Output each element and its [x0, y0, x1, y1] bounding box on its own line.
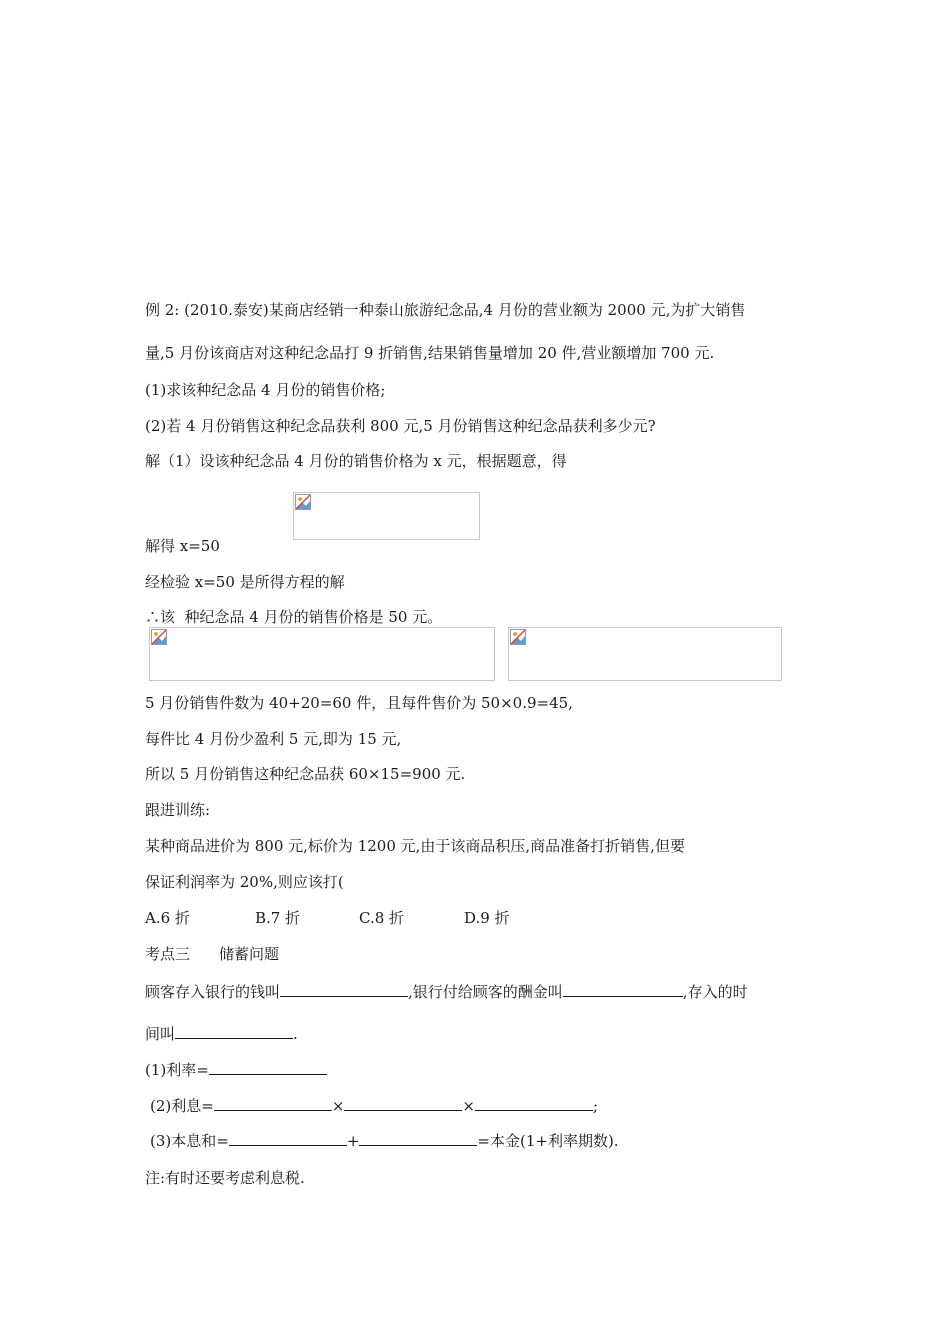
solution-solve: 解得 x=50	[145, 537, 220, 555]
topic3-heading: 考点三	[145, 945, 191, 963]
equation-image	[293, 492, 480, 540]
interest-blank-3	[475, 1096, 593, 1111]
solution-check: 经检验 x=50 是所得方程的解	[145, 573, 345, 591]
broken-image-icon	[151, 629, 167, 645]
practice-question-2: 保证利润率为 20%,则应该打(	[145, 873, 344, 891]
example-line-2: 量,5 月份该商店对这种纪念品打 9 折销售,结果销售量增加 20 件,营业额增加 700 元.	[145, 344, 715, 362]
rate-label: (1)利率=	[145, 1061, 209, 1079]
part2-image-right	[508, 627, 782, 681]
interest-label-text: ,银行付给顾客的酬金叫	[408, 983, 563, 1001]
rate-formula	[145, 1060, 327, 1080]
part2-line-3: 所以 5 月份销售这种纪念品获 60×15=900 元.	[145, 765, 466, 783]
question-1: (1)求该种纪念品 4 月份的销售价格;	[145, 381, 386, 399]
topic3-title: 储蓄问题	[219, 945, 280, 963]
principal-label: 顾客存入银行的钱叫	[145, 983, 281, 1001]
option-a: A.6 折	[145, 909, 190, 927]
period-blank	[175, 1024, 293, 1039]
solution-intro: 解（1）设该种纪念品 4 月份的销售价格为 x 元，根据题意，得	[145, 452, 567, 470]
total-blank-2	[359, 1131, 477, 1146]
total-label: (3)本息和=	[150, 1132, 229, 1150]
rate-blank	[209, 1060, 327, 1075]
option-c: C.8 折	[359, 909, 405, 927]
part2-line-2: 每件比 4 月份少盈利 5 元,即为 15 元,	[145, 730, 402, 748]
question-2: (2)若 4 月份销售这种纪念品获利 800 元,5 月份销售这种纪念品获利多少元?	[145, 417, 656, 435]
interest-blank	[563, 982, 683, 997]
practice-question-1: 某种商品进价为 800 元,标价为 1200 元,由于该商品积压,商品准备打折销售,但要	[145, 837, 685, 855]
savings-sentence-line-2	[145, 1024, 298, 1044]
tax-note: 注:有时还要考虑利息税.	[145, 1169, 305, 1187]
broken-image-icon	[510, 629, 526, 645]
period-label-text: ,存入的时	[682, 983, 748, 1001]
part2-image-left	[149, 627, 495, 681]
interest-blank-1	[214, 1096, 332, 1111]
interest-blank-2	[344, 1096, 462, 1111]
period-label-tail: 间叫	[145, 1025, 176, 1043]
semicolon: ;	[592, 1097, 599, 1115]
option-d: D.9 折	[464, 909, 510, 927]
solution-conclusion: ∴该 种纪念品 4 月份的销售价格是 50 元。	[145, 608, 443, 626]
broken-image-icon	[295, 494, 311, 510]
total-blank-1	[229, 1131, 347, 1146]
times-sign: ×	[462, 1097, 475, 1115]
practice-heading: 跟进训练:	[145, 801, 211, 819]
interest-label: (2)利息=	[150, 1097, 214, 1115]
savings-sentence-line-1	[145, 982, 748, 1002]
total-tail: =本金(1+利率期数).	[477, 1132, 619, 1150]
sentence-end: .	[293, 1025, 298, 1043]
principal-blank	[280, 982, 408, 997]
times-sign: ×	[331, 1097, 345, 1115]
example-line-1: 例 2: (2010.泰安)某商店经销一种泰山旅游纪念品,4 月份的营业额为 2000 元,为扩大销售	[145, 301, 746, 319]
part2-line-1: 5 月份销售件数为 40+20=60 件，且每件售价为 50×0.9=45,	[145, 694, 573, 712]
total-formula	[150, 1131, 619, 1151]
interest-formula	[150, 1096, 598, 1116]
option-b: B.7 折	[255, 909, 301, 927]
plus-sign: +	[346, 1132, 360, 1150]
